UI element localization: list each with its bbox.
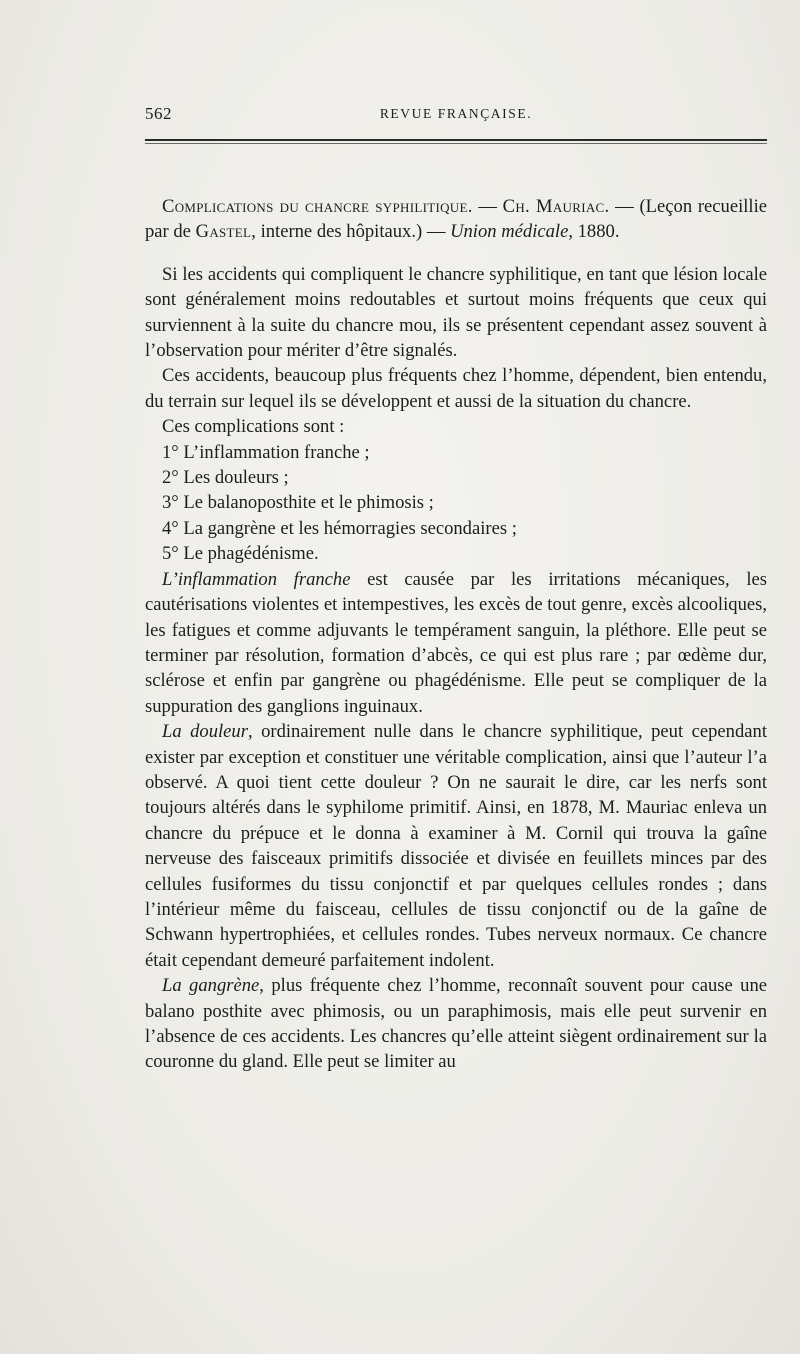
page-header [145, 104, 767, 130]
paragraph-accidents: Ces accidents, beaucoup plus fréquents chez l’homme, dépendent, bien entendu, du terrain sur lequel ils se développent et aussi de la situation du chancre. [145, 365, 767, 412]
list-item: 5° Le phagédénisme. [162, 543, 319, 565]
title-text: Complications du chancre syphilitique. [162, 196, 473, 217]
list-item: 1° L’inflammation franche ; [162, 441, 370, 463]
section-term: L’inflammation franche [162, 568, 351, 590]
header-rule [145, 139, 767, 141]
list-item: 3° Le balanoposthite et le phimosis ; [162, 492, 434, 514]
author-name: Ch. Mauriac. [502, 196, 610, 217]
list-item: 4° La gangrène et les hémorragies secondaires ; [162, 517, 517, 539]
title-rest: , interne des hôpitaux.) — [251, 221, 451, 243]
title-dash: — [472, 196, 503, 217]
list-item: 2° Les douleurs ; [162, 467, 289, 489]
paragraph-inflammation [145, 567, 767, 719]
article-body [145, 194, 767, 1075]
title-lecon: — (Leçon recueillie par de [145, 196, 767, 243]
section-term: La gangrène [162, 975, 260, 997]
title-year: , 1880. [568, 221, 620, 243]
header-rule-thin [145, 143, 767, 144]
paragraph-douleur [145, 719, 767, 973]
running-head: REVUE FRANÇAISE. [379, 106, 533, 121]
article-title [145, 194, 767, 245]
recorder-name: Gastel [195, 221, 252, 243]
paragraph-gangrene [145, 973, 767, 1075]
paragraph-text: , plus fréquente chez l’homme, reconnaît souvent pour cause une balano posthite avec phimosis, ou un paraphimosis, mais elle peut survenir en l’absence de ces accidents. Les chancres qu’elle atteint siègent ordinairement sur la couronne du gland. Elle peut se limiter au [145, 975, 768, 1073]
paragraph-text: est causée par les irritations mécaniques, les cautérisations violentes et intempestives, les excès de tout genre, excès alcooliques, les fatigues et comme adjuvants le tempérament sanguin, la pléthore. Elle peut se terminer par résolution, formation d’abcès, ce qui est plus rare ; par œdème dur, sclérose et enfin par gangrène ou phagédénisme. Elle peut se compliquer de la suppuration des ganglions inguinaux. [145, 568, 767, 717]
source-journal: Union médicale [450, 221, 569, 243]
page-number: 562 [145, 104, 172, 123]
paragraph-intro: Si les accidents qui compliquent le chancre syphilitique, en tant que lésion locale sont généralement moins redoutables et surtout moins fréquents que ceux qui surviennent à la suite du chancre mou, ils se présentent cependant assez souvent à l’observation pour mériter d’être signalés. [145, 263, 767, 362]
section-term: La douleur [162, 721, 248, 743]
paragraph-complications: Ces complications sont : [162, 416, 345, 438]
paragraph-text: , ordinairement nulle dans le chancre syphilitique, peut cependant exister par exception et constituer une véritable complication, ainsi que l’auteur l’a observé. A quoi tient cette douleur ? On ne saurait le dire, car les nerfs sont toujours altérés dans le syphilome primitif. Ainsi, en 1878, M. Mauriac enleva un chancre du prépuce et le donna à examiner à M. Cornil qui trouva la gaîne nerveuse des faisceaux primitifs dissociée et divisée en feuillets minces par des cellules fusiformes du tissu conjonctif et par quelques cellules rondes ; dans l’intérieur même du faisceau, cellules de tissu conjonctif ou de la gaîne de Schwann hypertrophiées, et cellules rondes. Tubes nerveux normaux. Ce chancre était cependant demeuré parfaitement indolent. [145, 721, 767, 971]
